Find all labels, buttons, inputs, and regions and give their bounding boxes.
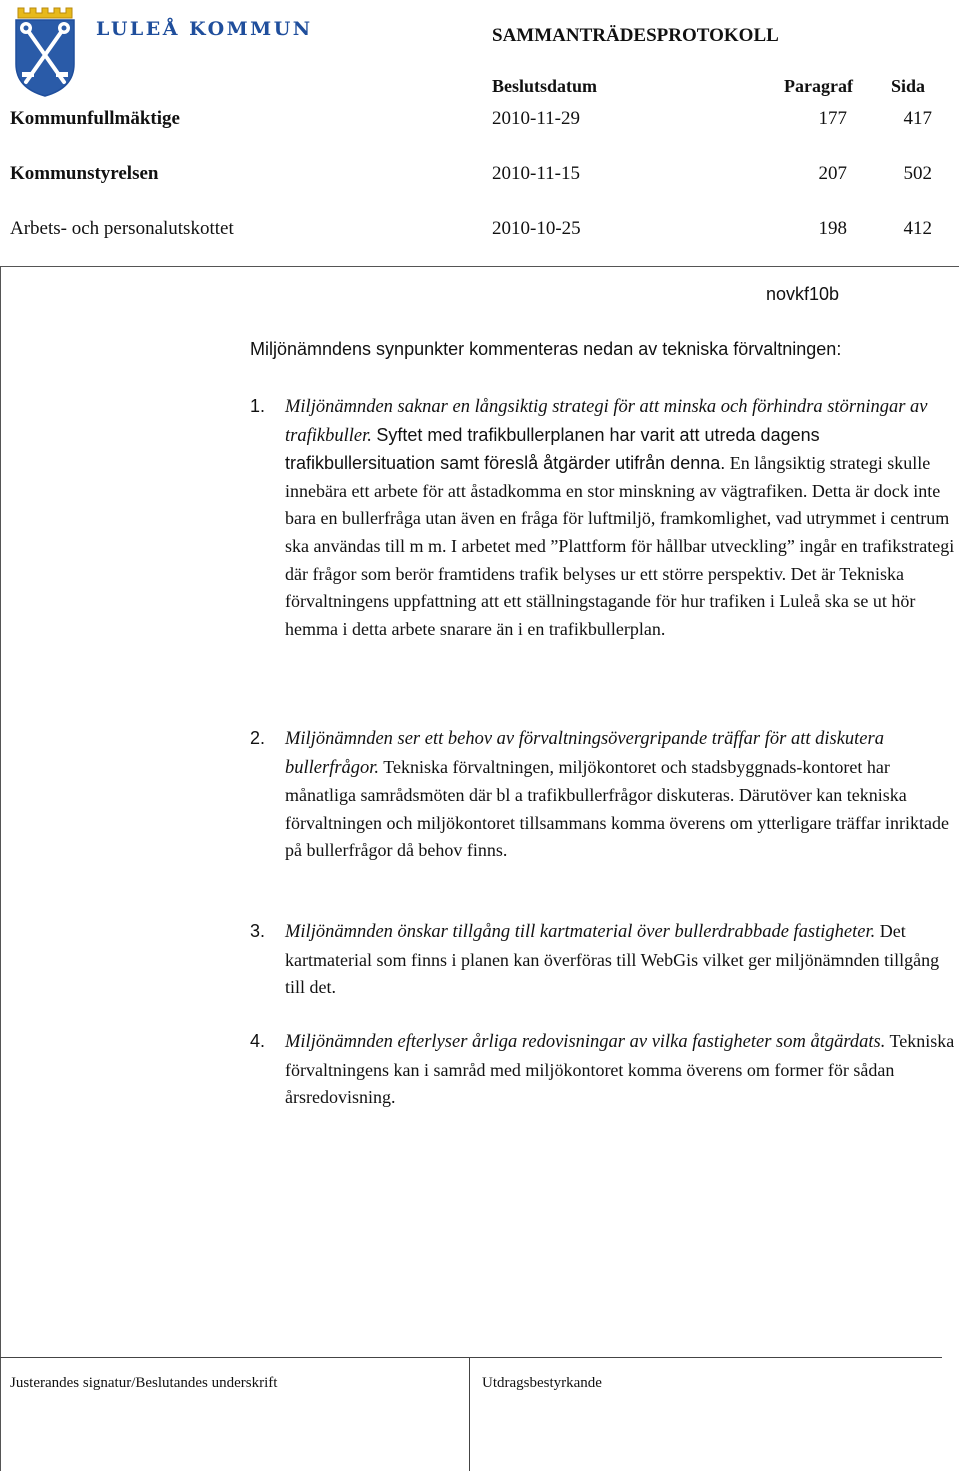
item-body: Tekniska förvaltningen, miljökontoret och stadsbyggnads-kontoret har månatliga samrådsmöten där bl a trafikbullerfrågor diskuteras. Därutöver kan tekniska förvaltningen och miljökontoret tillsammans komma överens om ytterligare träffar inriktade på bullerfrågor då behov finns. xyxy=(285,756,949,861)
list-item xyxy=(250,1028,958,1112)
meeting-date: 2010-11-15 xyxy=(492,163,580,184)
meeting-body: Kommunstyrelsen xyxy=(10,163,159,184)
column-date-heading: Beslutsdatum xyxy=(492,76,598,96)
footer-column-divider xyxy=(469,1357,470,1471)
meeting-paragraph: 198 xyxy=(818,218,847,239)
meeting-paragraph: 207 xyxy=(818,163,847,184)
item-lead: Miljönämnden önskar tillgång till kartmaterial över bullerdrabbade fastigheter. xyxy=(285,922,876,942)
meeting-date: 2010-10-25 xyxy=(492,218,581,239)
meeting-body: Kommunfullmäktige xyxy=(10,108,180,129)
item-body: Det kartmaterial som finns i planen kan överföras till WebGis vilket ger miljönämnden tillgång till det. xyxy=(285,921,940,998)
meeting-row xyxy=(10,108,942,134)
org-name: LULEÅ KOMMUN xyxy=(96,18,313,40)
meeting-row xyxy=(10,163,942,189)
list-item xyxy=(250,393,958,643)
item-number: 1. xyxy=(250,396,266,416)
meeting-body: Arbets- och personalutskottet xyxy=(10,218,234,239)
column-paragraph-heading: Paragraf xyxy=(784,76,853,96)
meeting-paragraph: 177 xyxy=(818,108,847,129)
certification-label: Utdragsbestyrkande xyxy=(482,1375,602,1391)
item-lead: Miljönämnden ser ett behov av förvaltningsövergripande träffar för att diskutera bullerfrågor. xyxy=(285,729,884,778)
lulea-coat-of-arms-icon xyxy=(10,4,80,98)
item-body-sans: Syftet med trafikbullerplanen har varit att utreda dagens trafikbullersituation samt föreslå åtgärder utifrån denna. xyxy=(285,424,820,474)
item-lead: Miljönämnden saknar en långsiktig strategi för att minska och förhindra störningar av trafikbuller. xyxy=(285,397,928,446)
meeting-page: 417 xyxy=(903,108,932,129)
footer-divider xyxy=(0,1357,942,1358)
meeting-date: 2010-11-29 xyxy=(492,108,580,129)
document-type: SAMMANTRÄDESPROTOKOLL xyxy=(492,25,779,46)
meeting-page: 412 xyxy=(903,218,932,239)
meeting-row xyxy=(10,218,942,244)
signature-label: Justerandes signatur/Beslutandes underskrift xyxy=(10,1375,278,1391)
list-item xyxy=(250,725,958,865)
document-reference: novkf10b xyxy=(766,284,840,304)
item-number: 2. xyxy=(250,728,266,748)
list-item xyxy=(250,918,958,1002)
item-body: En långsiktig strategi skulle innebära ett arbete för att åstadkomma en stor minskning av vägtrafiken. Detta är dock inte bara en bullerfråga utan även en fråga för luftmiljö, framkomlighet, vad utrymmet i centrum ska användas till m m. I arbetet med ”Plattform för hållbar utveckling” ingår en trafikstrategi där frågor som berör framtidens trafik belyses ur ett större perspektiv. Det är Tekniska förvaltningens uppfattning att ett ställningstagande för hur trafiken i Luleå ska se ut hör hemma i detta arbete snarare än i en trafikbullerplan. xyxy=(285,453,955,639)
intro-text: Miljönämndens synpunkter kommenteras nedan av tekniska förvaltningen: xyxy=(250,339,842,359)
meeting-page: 502 xyxy=(903,163,932,184)
item-number: 3. xyxy=(250,921,266,941)
item-lead: Miljönämnden efterlyser årliga redovisningar av vilka fastigheter som åtgärdats. xyxy=(285,1032,886,1052)
item-number: 4. xyxy=(250,1031,266,1051)
column-page-heading: Sida xyxy=(891,76,926,96)
item-body: Tekniska förvaltningens kan i samråd med miljökontoret komma överens om former för sådan årsredovisning. xyxy=(285,1031,955,1108)
